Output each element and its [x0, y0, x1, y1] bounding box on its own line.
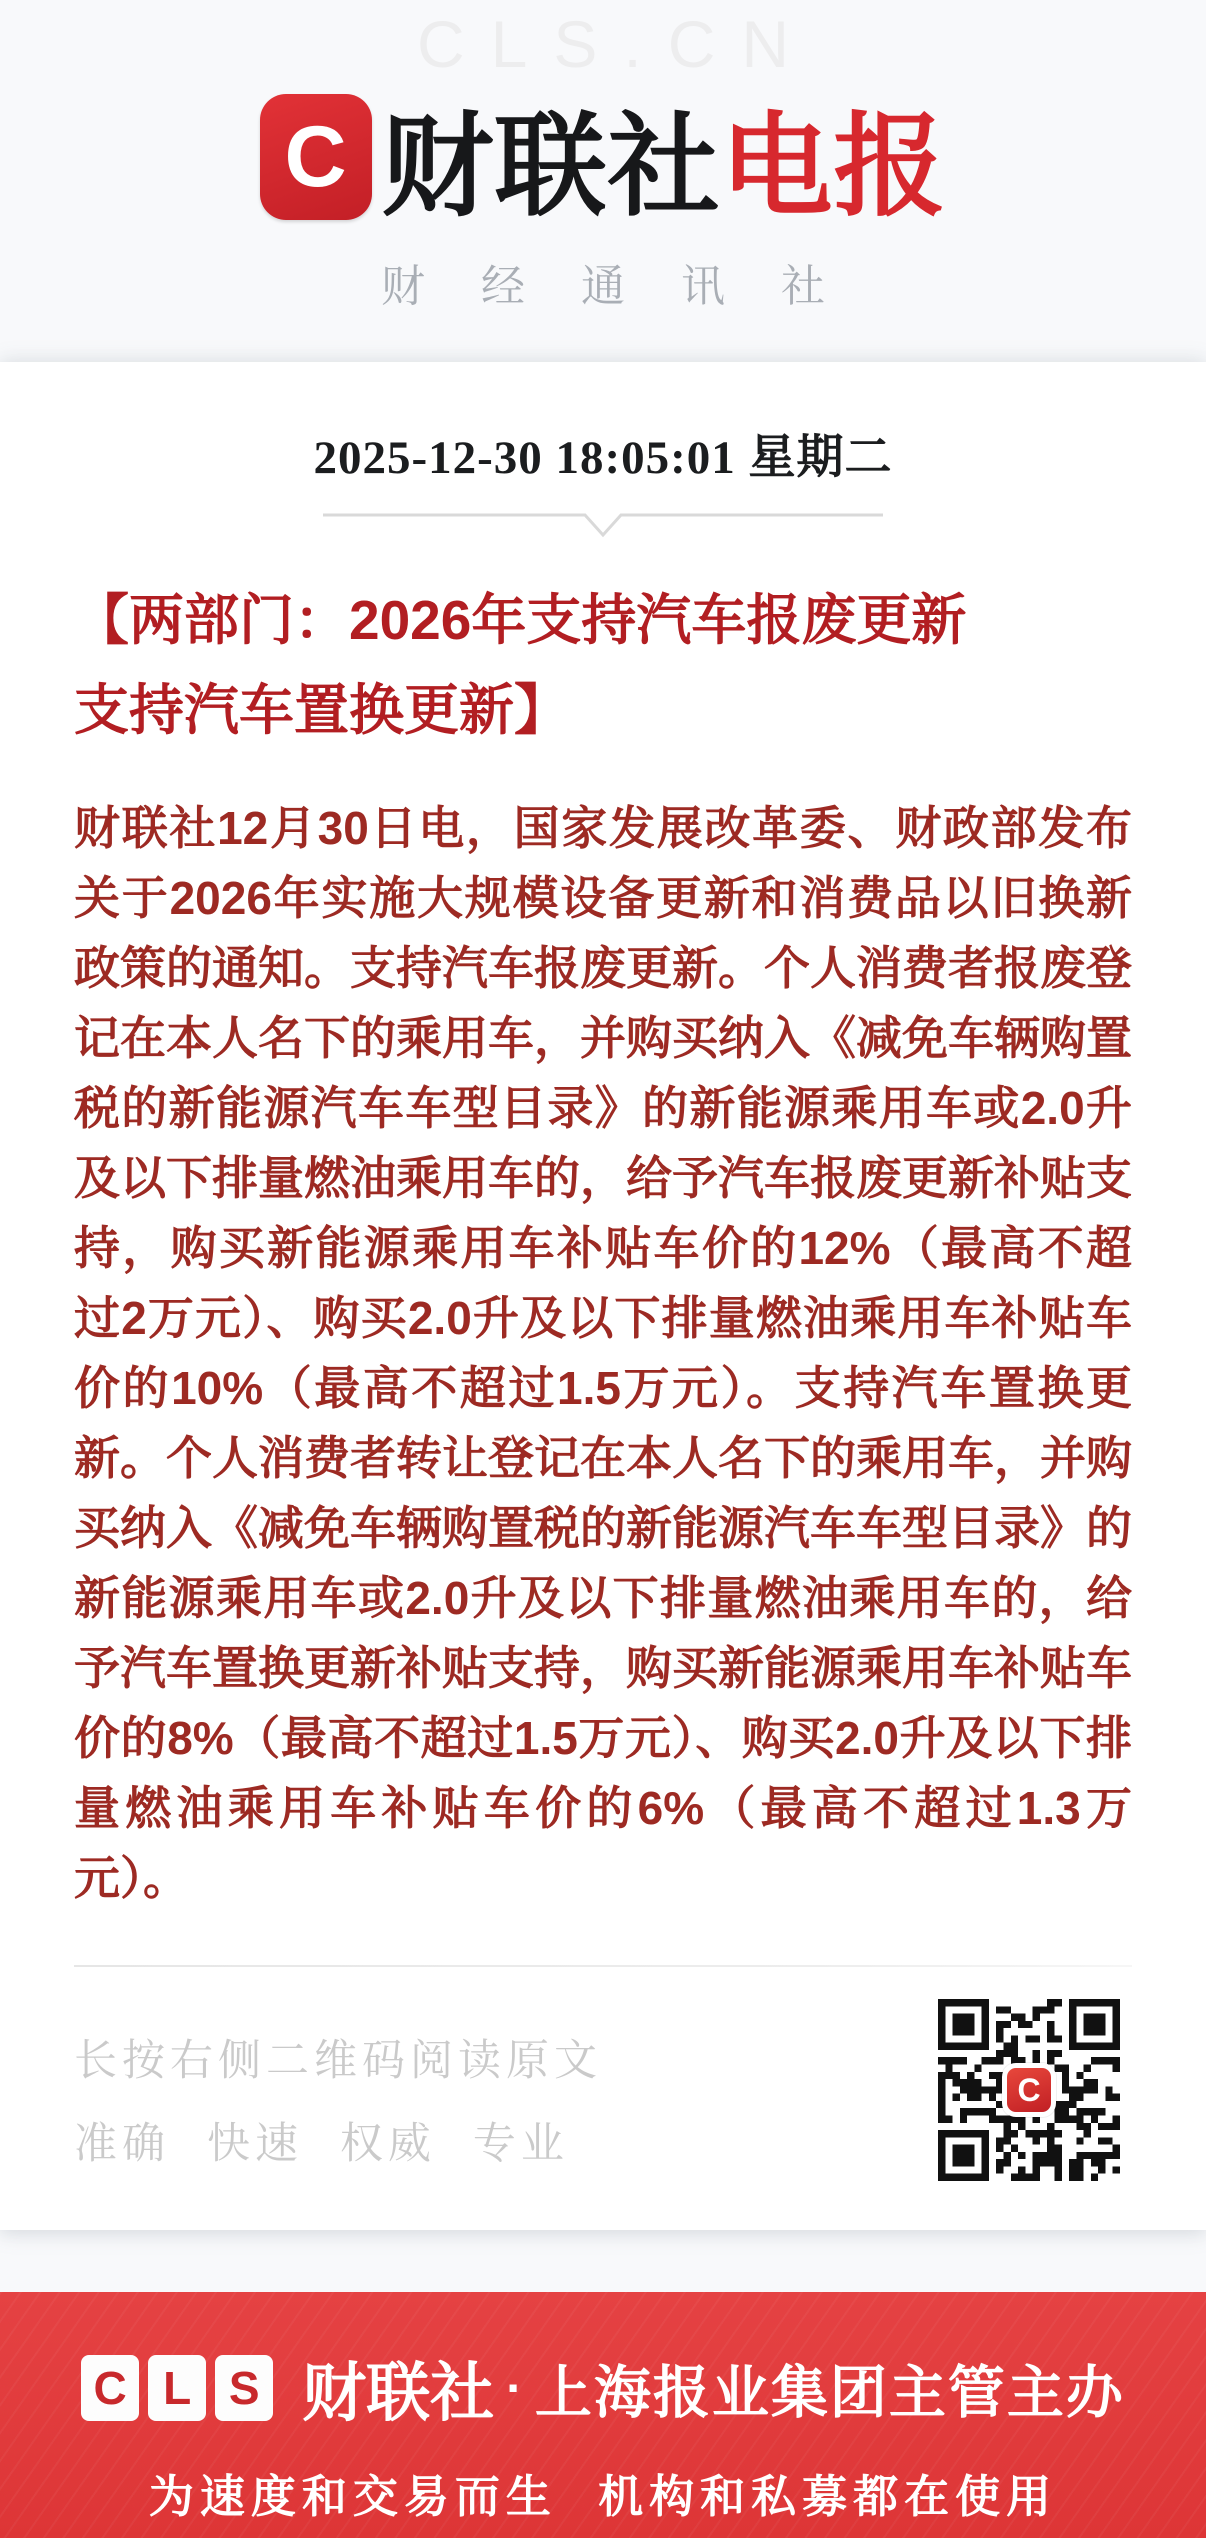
header — [0, 84, 1206, 314]
banner-separator: · — [506, 2360, 523, 2416]
bottom-banner — [0, 2292, 1206, 2538]
logo-name: 财联社 — [381, 103, 721, 229]
cailianshe-dianbao-logo — [0, 84, 1206, 230]
logo-subtitle: 财经通讯社 — [381, 262, 881, 311]
news-title-line1: 【两部门：2026年支持汽车报废更新 — [74, 589, 967, 651]
date-divider — [323, 511, 883, 541]
banner-brand-name: 财联社 — [302, 2357, 495, 2429]
news-card — [0, 362, 1206, 2230]
news-title — [74, 575, 1132, 755]
footer-divider — [74, 1965, 1132, 1967]
news-datetime: 2025-12-30 18:05:01 星期二 — [313, 432, 893, 484]
cls-letter-l-icon: L — [148, 2355, 206, 2421]
banner-affiliation: 上海报业集团主管主办 — [534, 2361, 1125, 2425]
cls-letter-s-icon: S — [215, 2355, 273, 2421]
cls-c-logo-icon: C — [1002, 2063, 1056, 2117]
cls-letter-c-icon: C — [81, 2355, 139, 2421]
footer-note-scan: 长按右侧二维码阅读原文 — [74, 2037, 602, 2085]
footer-note-slogan: 准确 快速 权威 专业 — [74, 2120, 569, 2168]
qr-code — [938, 1999, 1120, 2181]
card-footer — [74, 1999, 1132, 2181]
cls-cn-watermark: CLS.CN — [416, 7, 816, 81]
logo-suffix: 电报 — [720, 103, 947, 229]
news-body: 财联社12月30日电，国家发展改革委、财政部发布关于2026年实施大规模设备更新和消费品以旧换新政策的通知。支持汽车报废更新。个人消费者报废登记在本人名下的乘用车，并购买纳入《减免车辆购置税的新能源汽车车型目录》的新能源乘用车或2.0升及以下排量燃油乘用车的，给予汽车报废更新补贴支持，购买新能源乘用车补贴车价的12%（最高不超过2万元）、购买2.0升及以下排量燃油乘用车补贴车价的10%（最高不超过1.5万元）。支持汽车置换更新。个人消费者转让登记在本人名下的乘用车，并购买纳入《减免车辆购置税的新能源汽车车型目录》的新能源乘用车或2.0升及以下排量燃油乘用车的，给予汽车置换更新补贴支持，购买新能源乘用车补贴车价的8%（最高不超过1.5万元）、购买2.0升及以下排量燃油乘用车补贴车价的6%（最高不超过1.3万元）。 — [74, 802, 1132, 1904]
banner-tagline: 为速度和交易而生 机构和私募都在使用 — [148, 2472, 1058, 2522]
cls-c-logo-icon: C — [260, 94, 372, 220]
footer-notes — [74, 2027, 602, 2181]
news-title-line2: 支持汽车置换更新】 — [74, 679, 570, 741]
banner-brand-row — [0, 2342, 1206, 2434]
